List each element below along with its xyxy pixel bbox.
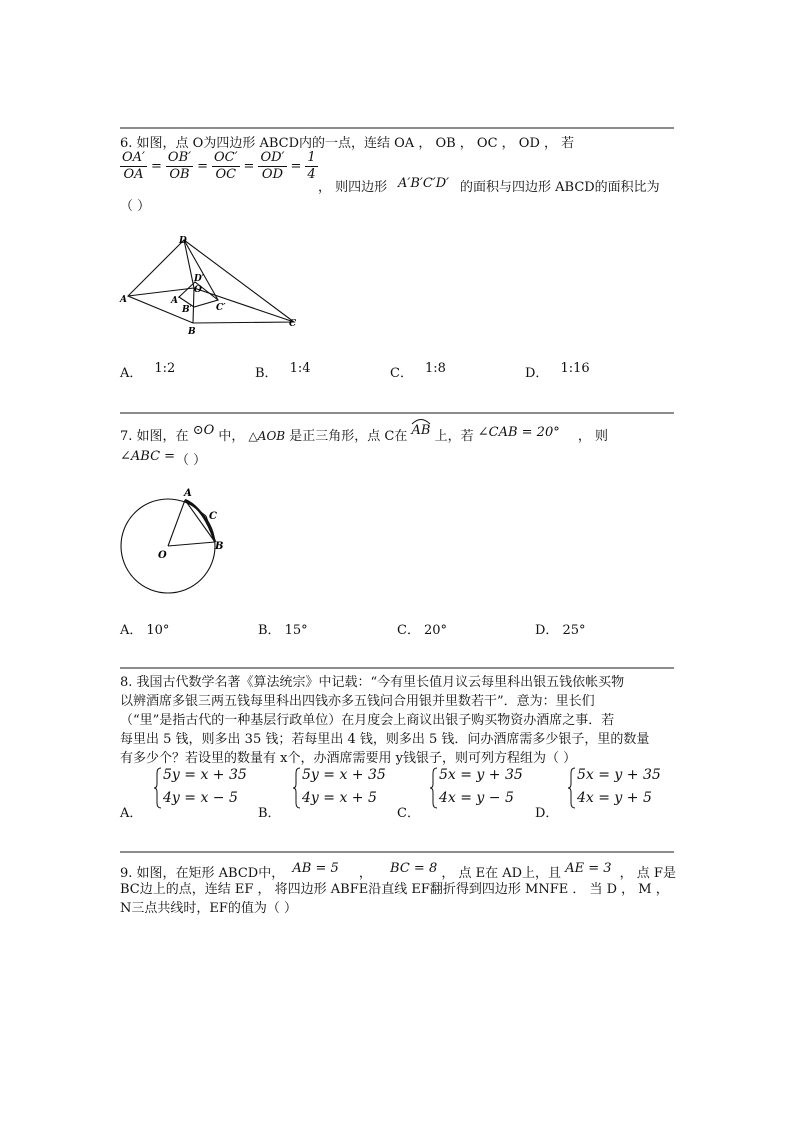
q6-option-c[interactable]: C． 1:8: [390, 361, 446, 381]
q8-option-c-letter[interactable]: C．: [397, 806, 420, 821]
separator-q7: [120, 412, 674, 414]
q8-option-d-letter[interactable]: D．: [535, 806, 559, 821]
fraction-ob: $\frac{OB'}{OB}$: [167, 150, 192, 182]
q7-option-a[interactable]: A． 10°: [120, 623, 170, 638]
label-a: A: [120, 295, 127, 305]
fraction-one-quarter: $\frac{1}{4}$: [307, 150, 316, 182]
label-c: C: [289, 319, 297, 329]
q6-option-a[interactable]: A． 1:2: [120, 361, 176, 381]
label-d-prime: D′: [194, 274, 205, 284]
eq-ab: AB = 5: [292, 861, 339, 876]
q8-line5: 有多少个？若设里的数量有 x个，办酒席需要用 y钱银子，则可列方程组为（ ）: [120, 751, 577, 766]
eq-ae: AE = 3: [565, 861, 612, 876]
separator-q9: [120, 851, 674, 853]
q9-line2: BC边上的点，连结 EF ， 将四边形 ABFE沿直线 EF翻折得到四边形 MNFE ． 当 D ， M ，: [120, 882, 669, 897]
q7-answer-paren: （ ）: [176, 453, 207, 468]
triangle-aob: △AOB: [248, 429, 286, 443]
q8-line1: 8. 我国古代数学名著《算法统宗》中记载：“今有里长值月议云每里科出银五钱依帐买物: [120, 675, 625, 690]
q8-line4: 每里出 5 钱，则多出 35 钱；若每里出 4 钱，则多出 5 钱．问办酒席需多少银子，里的数量: [120, 732, 650, 747]
label-o: O: [194, 285, 202, 295]
separator-q8: [120, 667, 674, 669]
label-c-prime: C′: [216, 303, 226, 313]
label-o: O: [158, 550, 167, 561]
q6-stem-line1: 6. 如图，点 O为四边形 ABCD内的一点，连结 OA ， OB ， OC ， OD ， 若: [120, 136, 575, 151]
q8-option-b-letter[interactable]: B．: [258, 806, 281, 821]
q7-angle-abc: ∠ABC =: [120, 449, 176, 464]
label-d: D: [179, 236, 187, 246]
q6-stem-tail2: 的面积与四边形 ABCD的面积比为: [460, 180, 660, 195]
arc-ab: AB: [411, 423, 430, 438]
q8-option-a-letter[interactable]: A．: [120, 806, 143, 821]
fraction-oa: $\frac{OA'}{OA}$: [122, 150, 145, 182]
q8-line2: 以辨酒席多银三两五钱每里科出四钱亦多五钱问合用银并里数若干”．意为：里长们: [120, 694, 595, 709]
q7-option-b[interactable]: B． 15°: [258, 623, 308, 638]
quad-abcd: [128, 240, 294, 323]
q7-option-c[interactable]: C． 20°: [397, 623, 447, 638]
angle-cab: ∠CAB = 20°: [477, 425, 560, 440]
fraction-od: $\frac{OD'}{OD}$: [260, 150, 285, 182]
q6-quad-prime: A′B′C′D′: [398, 176, 450, 191]
q8-line3: （“里”是指古代的一种基层行政单位）在月度会上商议出银子购买物资办酒席之事．若: [120, 713, 615, 728]
label-b-prime: B′: [182, 305, 192, 315]
label-a-prime: A′: [171, 296, 181, 306]
q6-option-b[interactable]: B． 1:4: [255, 361, 311, 381]
eq-bc: BC = 8: [390, 861, 438, 876]
label-a: A: [184, 488, 192, 499]
fraction-oc: $\frac{OC'}{OC}$: [213, 150, 238, 182]
q6-stem-tail: ， 则四边形: [318, 180, 388, 195]
q7-stem-line1: 7. 如图，在 ⊙O 中， △AOB 是正三角形，点 C在 AB 上，若 ∠CAB = 20° ， 则: [120, 425, 608, 444]
q6-figure: [118, 230, 308, 340]
q6-ratio-equation: $\frac{OA'}{OA}$ = $\frac{OB'}{OB}$ = $\frac{OC'}{OC}$ = $\frac{OD'}{OD}$ = $\frac{1}{4}$: [122, 150, 316, 182]
q7-option-d[interactable]: D． 25°: [535, 623, 586, 638]
q6-answer-paren: （ ）: [120, 199, 151, 214]
q9-line3: N三点共线时，EF的值为（ ）: [120, 901, 298, 916]
q9-line1: 9. 如图，在矩形 ABCD中， AB = 5 ， BC = 8 ， 点 E在 AD上，且 AE = 3 ， 点 F是: [120, 861, 676, 881]
q6-option-d[interactable]: D． 1:16: [525, 361, 590, 381]
q7-figure: [118, 486, 228, 598]
circle-o-symbol: ⊙O: [192, 423, 215, 438]
label-b: B: [188, 327, 196, 337]
label-c: C: [209, 511, 217, 522]
separator-q6: [120, 127, 674, 129]
label-b: B: [215, 541, 224, 552]
